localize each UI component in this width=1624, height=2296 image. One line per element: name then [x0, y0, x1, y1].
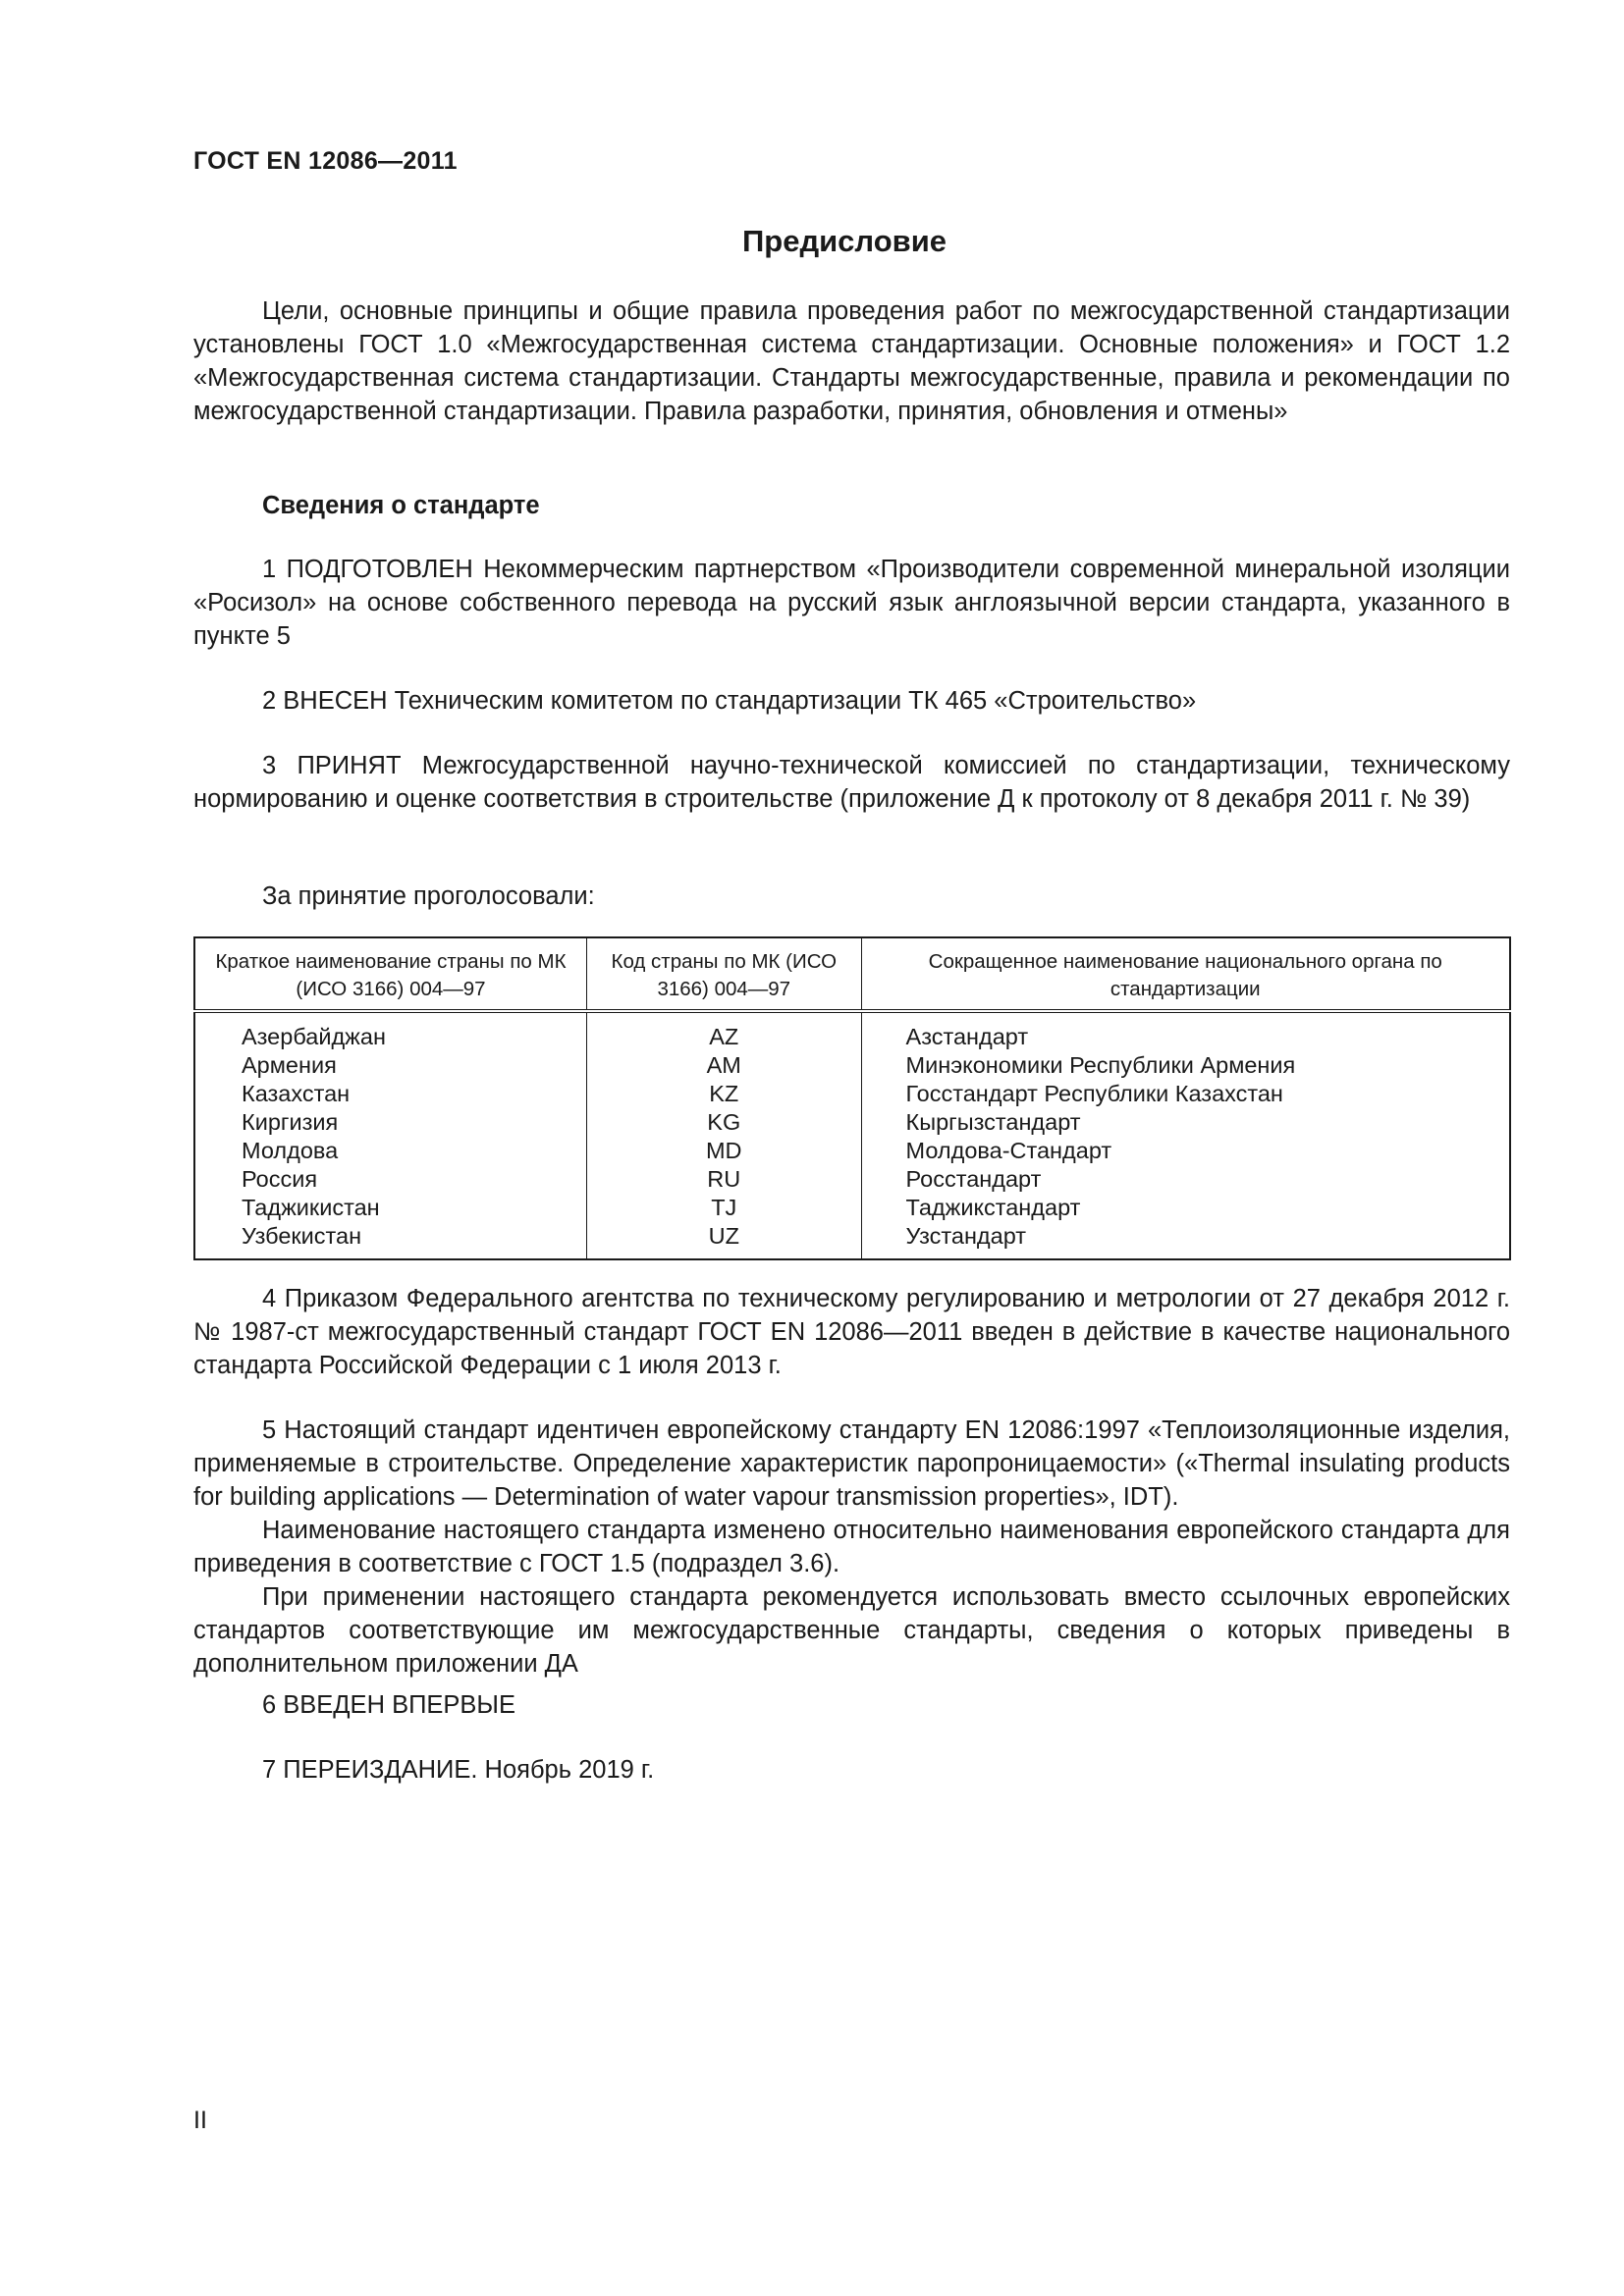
item-7-paragraph: 7 ПЕРЕИЗДАНИЕ. Ноябрь 2019 г.: [262, 1756, 655, 1784]
item-1-paragraph: 1 ПОДГОТОВЛЕН Некоммерческим партнерством «Производители современной минеральной изоляции «Росизол» на основе собственного перевода на русский язык англоязычной версии стандарта, указанного в пункте 5: [193, 556, 1510, 650]
item-3-paragraph: 3 ПРИНЯТ Межгосударственной научно-технической комиссией по стандартизации, техническому нормированию и оценке соответствия в строительстве (приложение Д к протоколу от 8 декабря 2011 г. № 39): [193, 752, 1510, 813]
organization-cell: Минэкономики Республики Армения: [861, 1051, 1510, 1080]
organization-cell: Азстандарт: [861, 1011, 1510, 1051]
table-row: [194, 1108, 1510, 1137]
country-code-cell: MD: [587, 1137, 862, 1165]
item-5-references-paragraph: При применении настоящего стандарта рекомендуется использовать вместо ссылочных европейских стандартов соответствующие им межгосударственные стандарты, сведения о которых приведены в дополнительном приложении ДА: [193, 1583, 1510, 1678]
table-header-row: [194, 937, 1510, 1011]
voting-table: [193, 936, 1511, 1260]
vote-intro-section: [193, 880, 1510, 913]
country-code-cell: AZ: [587, 1011, 862, 1051]
country-name-cell: Азербайджан: [242, 1024, 386, 1049]
item-6-paragraph: 6 ВВЕДЕН ВПЕРВЫЕ: [262, 1691, 516, 1719]
item-3-section: [193, 749, 1510, 816]
column-header-organization: Сокращенное наименование национального органа по стандартизации: [861, 937, 1510, 1011]
table-row: [194, 1051, 1510, 1080]
intro-section: [193, 294, 1510, 428]
country-name-cell: Россия: [242, 1166, 318, 1192]
column-header-country: Краткое наименование страны по МК (ИСО 3166) 004—97: [194, 937, 587, 1011]
country-name-cell: Таджикистан: [242, 1195, 380, 1220]
item-2-section: [193, 684, 1510, 718]
organization-cell: Узстандарт: [861, 1222, 1510, 1259]
item-5-section: [193, 1414, 1510, 1681]
table-row: [194, 1222, 1510, 1259]
info-heading-section: [193, 489, 1510, 522]
page-number: II: [193, 2107, 207, 2134]
column-header-code: Код страны по МК (ИСО 3166) 004—97: [587, 937, 862, 1011]
organization-cell: Таджикстандарт: [861, 1194, 1510, 1222]
intro-paragraph: Цели, основные принципы и общие правила проведения работ по межгосударственной стандартизации установлены ГОСТ 1.0 «Межгосударственная система стандартизации. Основные положения» и ГОСТ 1.2 «Межгосударственная система стандартизации. Стандарты межгосударственные, правила и рекомендации по межгосударственной стандартизации. Правила разработки, принятия, обновления и отмены»: [193, 297, 1510, 425]
section-heading: Сведения о стандарте: [262, 492, 540, 519]
item-2-paragraph: 2 ВНЕСЕН Техническим комитетом по стандартизации ТК 465 «Строительство»: [262, 687, 1197, 715]
country-name-cell: Киргизия: [242, 1109, 339, 1135]
item-7-section: [193, 1753, 1510, 1787]
item-5-title-change-paragraph: Наименование настоящего стандарта изменено относительно наименования европейского стандарта для приведения в соответствие с ГОСТ 1.5 (подраздел 3.6).: [193, 1517, 1510, 1577]
table-row: [194, 1165, 1510, 1194]
organization-cell: Росстандарт: [861, 1165, 1510, 1194]
organization-cell: Госстандарт Республики Казахстан: [861, 1080, 1510, 1108]
page-title: Предисловие: [741, 224, 947, 258]
vote-intro-paragraph: За принятие проголосовали:: [262, 882, 595, 910]
country-code-cell: KZ: [587, 1080, 862, 1108]
country-name-cell: Казахстан: [242, 1081, 351, 1106]
item-1-section: [193, 553, 1510, 653]
table-row: [194, 1137, 1510, 1165]
country-code-cell: AM: [587, 1051, 862, 1080]
document-code: ГОСТ EN 12086—2011: [193, 147, 458, 175]
country-code-cell: TJ: [587, 1194, 862, 1222]
table-row: [194, 1080, 1510, 1108]
country-code-cell: RU: [587, 1165, 862, 1194]
item-5-paragraph: 5 Настоящий стандарт идентичен европейскому стандарту EN 12086:1997 «Теплоизоляционные изделия, применяемые в строительстве. Определение характеристик паропроницаемости» («Thermal insulating products for building applications — Determination of water vapour transmission properties», IDT).: [193, 1416, 1510, 1511]
item-4-section: [193, 1282, 1510, 1382]
organization-cell: Кыргызстандарт: [861, 1108, 1510, 1137]
country-code-cell: KG: [587, 1108, 862, 1137]
country-code-cell: UZ: [587, 1222, 862, 1259]
country-name-cell: Узбекистан: [242, 1223, 362, 1249]
item-4-paragraph: 4 Приказом Федерального агентства по техническому регулированию и метрологии от 27 декабря 2012 г. № 1987-ст межгосударственный стандарт ГОСТ EN 12086—2011 введен в действие в качестве национального стандарта Российской Федерации с 1 июля 2013 г.: [193, 1285, 1510, 1379]
table-row: [194, 1011, 1510, 1051]
item-6-section: [193, 1688, 1510, 1722]
country-name-cell: Армения: [242, 1052, 337, 1078]
country-name-cell: Молдова: [242, 1138, 339, 1163]
organization-cell: Молдова-Стандарт: [861, 1137, 1510, 1165]
table-row: [194, 1194, 1510, 1222]
